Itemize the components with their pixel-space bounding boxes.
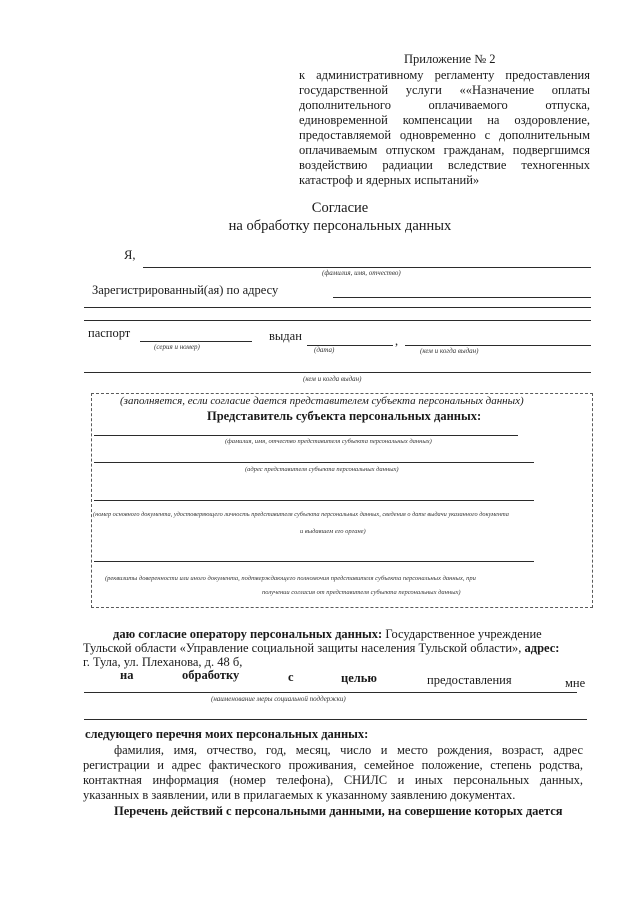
appendix-line: предоставляемой одновременно с дополнительным <box>299 128 590 142</box>
address-line-2 <box>84 307 591 308</box>
operator-name: Государственное учреждение <box>382 627 542 641</box>
registered-label: Зарегистрированный(ая) по адресу <box>92 283 279 297</box>
list-line: регистрации и адрес фактического проживания, семейное положение, степень родства, <box>83 758 583 772</box>
rep-power-line <box>94 561 534 562</box>
measure-caption: (наименование меры социальной поддержки) <box>211 695 346 703</box>
appendix-line: оплачиваемым отпуском гражданам, подвергшимся <box>299 143 590 157</box>
list-line: указанных в заявлении, или в прилагаемых к указанному заявлению документах. <box>83 788 516 802</box>
measure-line-2 <box>84 719 587 720</box>
doc-subtitle: на обработку персональных данных <box>228 218 452 234</box>
fio-caption: (фамилия, имя, отчество) <box>322 269 401 277</box>
passport-series-line <box>140 341 252 342</box>
i-label: Я, <box>124 248 136 262</box>
appendix-line: дополнительного оплачиваемого отпуска, <box>299 98 590 112</box>
who-when-caption: (кем и когда выдан) <box>420 347 479 355</box>
operator-name-cont: Тульской области «Управление социальной защиты населения Тульской области», <box>83 641 522 655</box>
appendix-line: единовременной компенсации на оздоровление, <box>299 113 590 127</box>
measure-line <box>84 692 577 693</box>
consent-operator-label: даю согласие оператору персональных данных: <box>113 627 383 641</box>
purpose-word: с <box>288 670 294 684</box>
issued-label: выдан <box>269 329 302 343</box>
comma: , <box>395 334 399 348</box>
purpose-word: обработку <box>182 668 240 682</box>
date-caption: (дата) <box>314 346 335 354</box>
rep-doc-caption: (номер основного документа, удостоверяющего личность представителя субъекта персональных данных, сведения о дате выдачи указанного документа <box>93 511 509 518</box>
address-line-3 <box>84 320 591 321</box>
fio-line <box>143 267 591 268</box>
rep-doc-caption-2: и выдавшем его органе) <box>300 528 366 535</box>
purpose-rest: предоставления <box>427 673 512 687</box>
series-caption: (серия и номер) <box>154 343 200 351</box>
list-line: фамилия, имя, отчество, год, месяц, число и место рождения, возраст, адрес <box>114 743 583 757</box>
actions-heading: Перечень действий с персональными данными, на совершение которых дается <box>114 804 563 818</box>
rep-power-caption-2: получении согласия от представителя субъекта персональных данных) <box>262 589 461 596</box>
purpose-word: на <box>120 668 134 682</box>
rep-fio-line <box>94 435 518 436</box>
appendix-title: Приложение № 2 <box>404 52 496 66</box>
rep-fio-caption: (фамилия, имя, отчество представителя субъекта персональных данных) <box>225 438 432 445</box>
consent-line-1 <box>113 627 590 642</box>
appendix-line: воздействию радиации вследствие техногенных <box>299 158 590 172</box>
issued-by-line <box>405 345 591 346</box>
representative-title: Представитель субъекта персональных данных: <box>207 409 482 423</box>
address-label: адрес: <box>521 641 560 655</box>
purpose-word: целью <box>341 671 377 685</box>
appendix-line: катастроф и ядерных испытаний» <box>299 173 480 187</box>
address-line-1 <box>333 297 591 298</box>
doc-title: Согласие <box>311 200 369 216</box>
rep-address-line <box>94 462 534 463</box>
appendix-line: к административному регламенту предоставления <box>299 68 590 82</box>
operator-address: г. Тула, ул. Плеханова, д. 48 б, <box>83 655 243 669</box>
consent-line-2 <box>83 641 559 656</box>
issued-by-line-2 <box>84 372 591 373</box>
rep-power-caption: (реквизиты доверенности или иного документа, подтверждающего полномочия представителя субъекта персональных данных, при <box>105 575 476 582</box>
rep-doc-line <box>94 500 534 501</box>
passport-label: паспорт <box>88 326 131 340</box>
appendix-line: государственной услуги ««Назначение оплаты <box>299 83 590 97</box>
who-when-caption-2: (кем и когда выдан) <box>303 375 362 383</box>
rep-address-caption: (адрес представителя субъекта персональных данных) <box>245 466 399 473</box>
mne-word: мне <box>565 676 586 690</box>
representative-note: (заполняется, если согласие дается представителем субъекта персональных данных) <box>120 395 524 407</box>
list-line: контактная информация (номер телефона), СНИЛС и иных персональных данных, <box>83 773 583 787</box>
list-heading: следующего перечня моих персональных данных: <box>85 727 369 741</box>
